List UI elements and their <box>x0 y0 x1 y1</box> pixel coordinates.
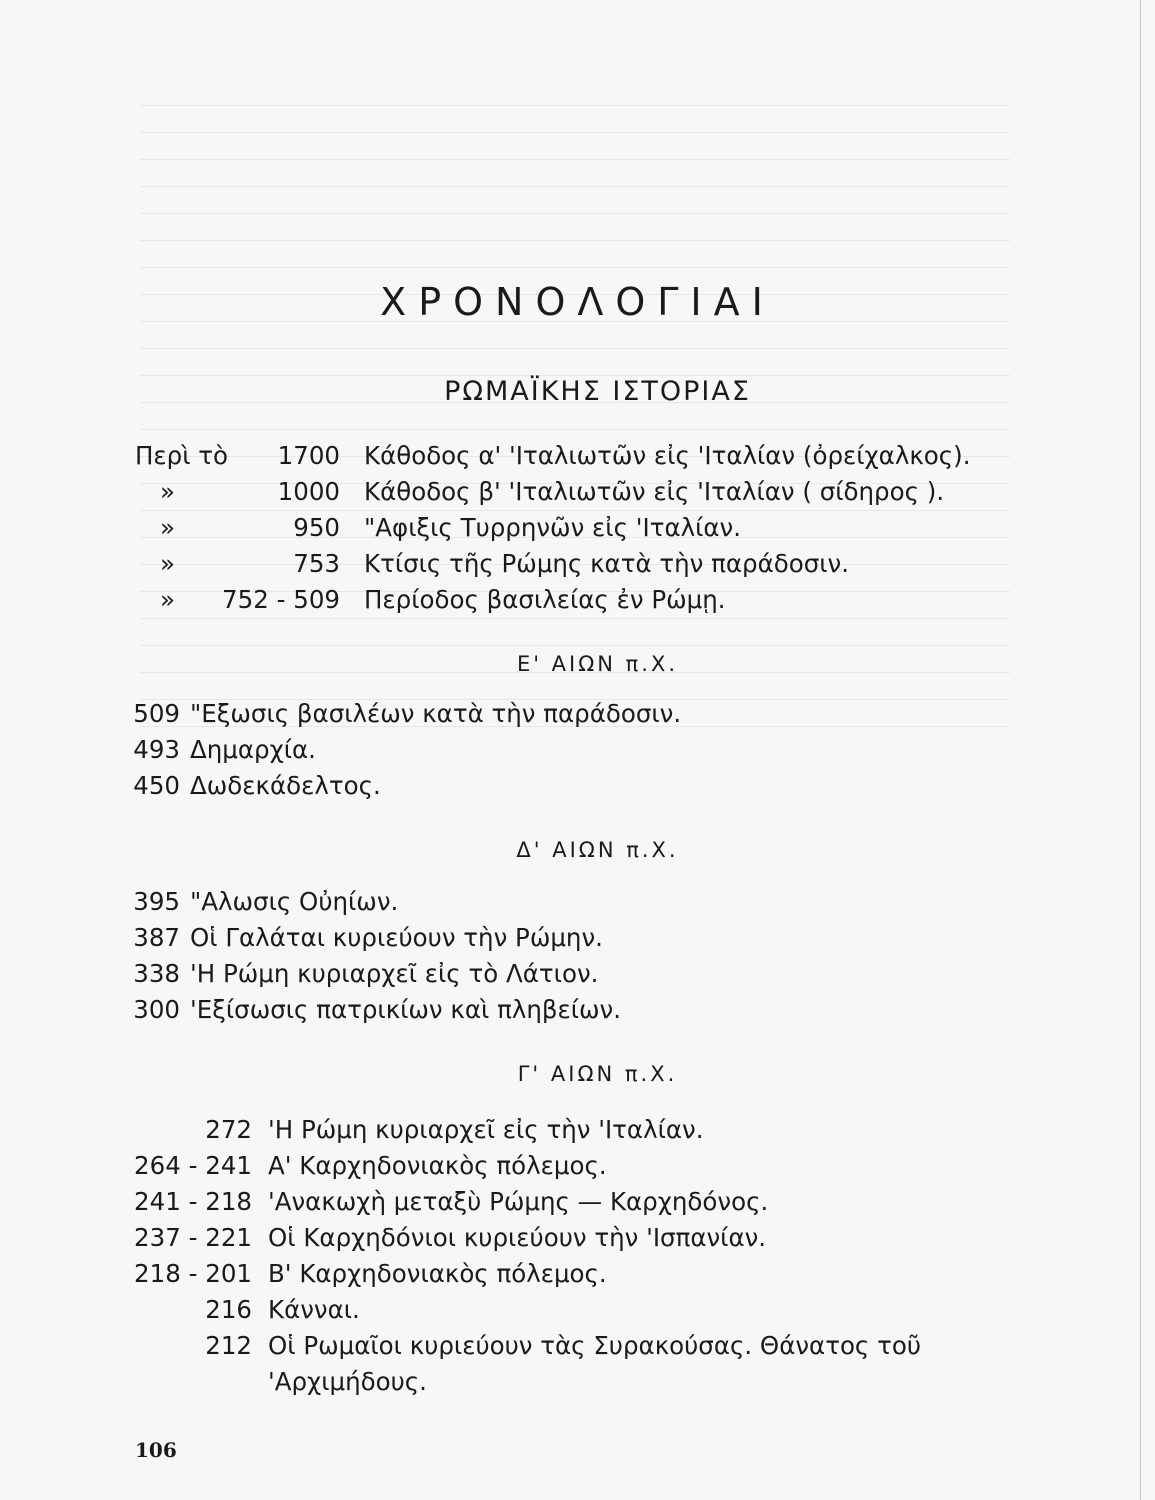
row-text: 'Η Ρώμη κυριαρχεῖ εἰς τὴν 'Ιταλίαν. <box>268 1115 704 1144</box>
chronology-row <box>0 992 1155 1028</box>
row-text: 'Η Ρώμη κυριαρχεῖ εἰς τὸ Λάτιον. <box>190 959 599 988</box>
chronology-row <box>0 920 1155 956</box>
row-date: 450 <box>133 771 180 800</box>
row-text: Οἱ Γαλάται κυριεύουν τὴν Ρώμην. <box>190 923 603 952</box>
page-title: ΧΡΟΝΟΛΟΓΙΑΙ <box>380 280 775 324</box>
row-text: Κτίσις τῆς Ρώμης κατὰ τὴν παράδοσιν. <box>364 549 850 578</box>
page-subtitle: ΡΩΜΑΪΚΗΣ ΙΣΤΟΡΙΑΣ <box>444 376 751 407</box>
century-heading: Ε' ΑΙΩΝ π.Χ. <box>516 652 679 676</box>
chronology-row <box>0 696 1155 732</box>
row-date: 237 - 221 <box>134 1223 252 1252</box>
row-date: 218 - 201 <box>134 1259 252 1288</box>
page-number: 106 <box>135 1438 177 1462</box>
row-lead: » <box>160 585 175 614</box>
chronology-row <box>0 582 1155 618</box>
row-text: 'Ανακωχὴ μεταξὺ Ρώμης — Καρχηδόνος. <box>268 1187 769 1216</box>
row-text: "Αφιξις Τυρρηνῶν εἰς 'Ιταλίαν. <box>364 513 742 542</box>
row-text: Δημαρχία. <box>190 735 316 764</box>
chronology-row <box>0 1112 1155 1148</box>
row-lead: » <box>160 549 175 578</box>
row-text: "Εξωσις βασιλέων κατὰ τὴν παράδοσιν. <box>190 699 682 728</box>
row-text: Οἱ Καρχηδόνιοι κυριεύουν τὴν 'Ισπανίαν. <box>268 1223 767 1252</box>
row-text: Οἱ Ρωμαῖοι κυριεύουν τὰς Συρακούσας. Θάνατος τοῦ <box>268 1331 922 1360</box>
row-date: 216 <box>205 1295 252 1324</box>
chronology-row <box>0 474 1155 510</box>
chronology-row <box>0 1148 1155 1184</box>
row-date: 1000 <box>277 477 340 506</box>
chronology-row <box>0 510 1155 546</box>
row-date: 338 <box>133 959 180 988</box>
row-date: 752 - 509 <box>222 585 340 614</box>
chronology-row <box>0 1184 1155 1220</box>
chronology-row-continuation <box>0 1364 1155 1400</box>
chronology-row <box>0 1256 1155 1292</box>
row-text: Κάθοδος β' 'Ιταλιωτῶν εἰς 'Ιταλίαν ( σίδηρος ). <box>364 477 945 506</box>
row-text: Δωδεκάδελτος. <box>190 771 381 800</box>
chronology-row <box>0 1328 1155 1364</box>
chronology-row <box>0 884 1155 920</box>
row-date: 395 <box>133 887 180 916</box>
chronology-row <box>0 768 1155 804</box>
row-text: Β' Καρχηδονιακὸς πόλεμος. <box>268 1259 607 1288</box>
row-date: 950 <box>293 513 340 542</box>
row-lead: Περὶ τὸ <box>135 441 229 470</box>
chronology-row <box>0 956 1155 992</box>
row-lead: » <box>160 477 175 506</box>
row-date: 387 <box>133 923 180 952</box>
row-text: 'Εξίσωσις πατρικίων καὶ πληβείων. <box>190 995 622 1024</box>
row-text: Κάθοδος α' 'Ιταλιωτῶν εἰς 'Ιταλίαν (ὀρείχαλκος). <box>364 441 971 470</box>
row-text: Κάνναι. <box>268 1295 360 1324</box>
century-heading: Γ' ΑΙΩΝ π.Χ. <box>517 1062 678 1086</box>
row-date: 300 <box>133 995 180 1024</box>
chronology-row <box>0 1292 1155 1328</box>
row-lead: » <box>160 513 175 542</box>
row-date: 241 - 218 <box>134 1187 252 1216</box>
row-date: 753 <box>293 549 340 578</box>
row-text: Α' Καρχηδονιακὸς πόλεμος. <box>268 1151 607 1180</box>
row-date: 1700 <box>277 441 340 470</box>
chronology-row <box>0 1220 1155 1256</box>
row-date: 264 - 241 <box>134 1151 252 1180</box>
row-date: 272 <box>205 1115 252 1144</box>
century-heading: Δ' ΑΙΩΝ π.Χ. <box>516 838 679 862</box>
chronology-row <box>0 546 1155 582</box>
row-date: 212 <box>205 1331 252 1360</box>
chronology-row <box>0 732 1155 768</box>
chronology-row <box>0 438 1155 474</box>
row-date: 493 <box>133 735 180 764</box>
row-text: Περίοδος βασιλείας ἐν Ρώμῃ. <box>364 585 726 614</box>
row-date: 509 <box>133 699 180 728</box>
row-text: "Αλωσις Οὐηίων. <box>190 887 399 916</box>
row-text: 'Αρχιμήδους. <box>268 1367 427 1396</box>
